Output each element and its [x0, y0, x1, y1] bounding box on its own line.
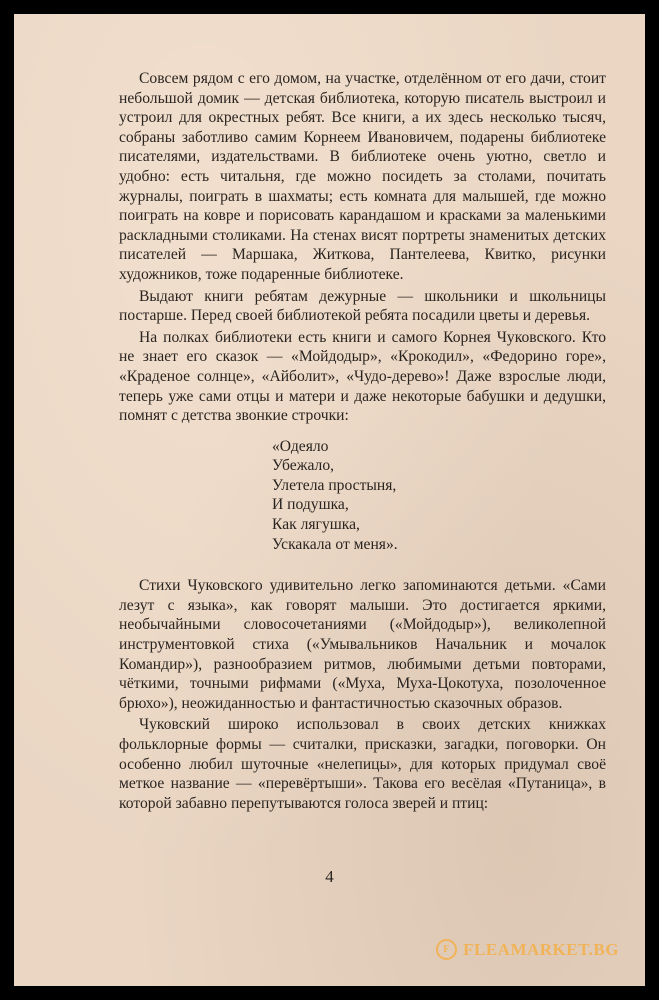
fleamarket-logo-icon: F	[436, 939, 457, 960]
paragraph-library: Совсем рядом с его домом, на участке, отделённом от его дачи, стоит небольшой домик — детская библиотека, которую писатель выстроил и устроил для окрестных ребят. Все книги, а их здесь несколько тысяч, собраны заботливо самим Корнеем Ивановичем, подарены библиотеке писателями, издательствами. В библиотеке очень уютно, светло и удобно: есть читальня, где можно посидеть за столами, почитать журналы, поиграть в шахматы; есть комната для малышей, где можно поиграть на ковре и порисовать карандашом и красками за маленькими раскладными столиками. На стенах висят портреты знаменитых детских писателей — Маршака, Житкова, Пантелеева, Квитко, рисунки художников, тоже подаренные библиотеке.	[119, 70, 606, 283]
paragraph-verse-memorable: Стихи Чуковского удивительно легко запоминаются детьми. «Сами лезут с языка», как говорят малыши. Это достигается яркими, необычайными словосочетаниями («Мойдодыр»), великолепной инструментовкой стиха («Умывальников Начальник и мочалок Командир»), разнообразием ритмов, любимыми детьми повторами, чёткими, точными рифмами («Муха, Муха-Цокотуха, позолоченное брюхо»), неожиданностью и фантастичностью сказочных образов.	[119, 577, 606, 712]
poem-line: И подушка,	[272, 496, 349, 514]
poem-line: «Одеяло	[272, 437, 329, 455]
poem-line: Улетела простыня,	[272, 476, 397, 494]
watermark-text: FLEAMARKET.BG	[463, 939, 619, 959]
body-text	[119, 69, 606, 815]
poem-line: Ускакала от меня».	[272, 535, 398, 553]
document-page	[14, 14, 645, 986]
poem-line: Убежало,	[272, 457, 335, 475]
paragraph-duty-readers: Выдают книги ребятам дежурные — школьники и школьницы постарше. Перед своей библиотекой ребята посадили цветы и деревья.	[119, 287, 606, 325]
poem-line: Как лягушка,	[272, 516, 360, 534]
paragraph-folklore: Чуковский широко использовал в своих детских книжках фольклорные формы — считалки, присказки, загадки, поговорки. Он особенно любил шуточные «нелепицы», для которых придумал своё меткое название — «перевёртыши». Такова его весёлая «Путаница», в которой забавно перепутываются голоса зверей и птиц:	[119, 716, 606, 812]
poem-quote	[272, 437, 606, 555]
watermark	[436, 939, 619, 960]
paragraph-chukovsky-books: На полках библиотеки есть книги и самого Корнея Чуковского. Кто не знает его сказок — «Мойдодыр», «Крокодил», «Федорино горе», «Краденое солнце», «Айболит», «Чудо-дерево»! Даже взрослые люди, теперь уже сами отцы и матери и даже некоторые бабушки и дедушки, помнят с детства звонкие строчки:	[119, 328, 606, 425]
page-number: 4	[325, 867, 334, 886]
